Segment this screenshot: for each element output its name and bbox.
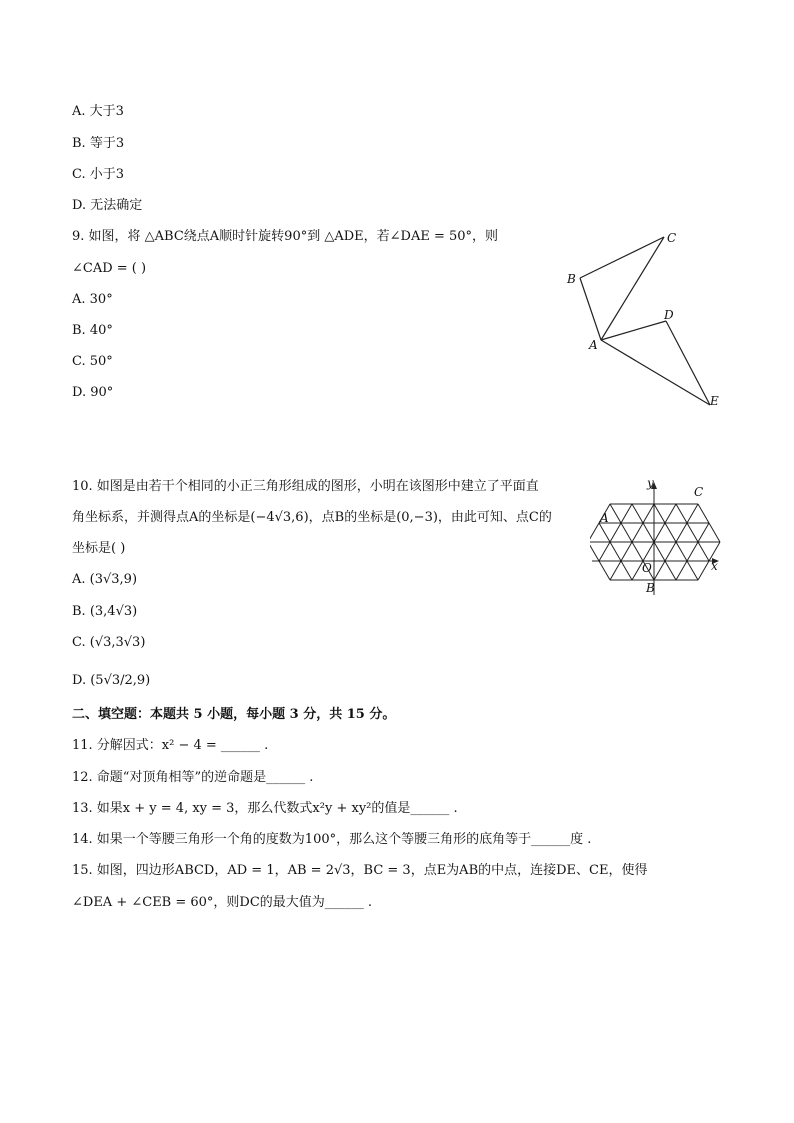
grid-line <box>687 542 698 561</box>
q11: 11. 分解因式：x² − 4 = ______ . <box>72 738 269 753</box>
q15-line2: ∠DEA + ∠CEB = 60°，则DC的最大值为______ . <box>72 895 373 910</box>
q13: 13. 如果x + y = 4, xy = 3，那么代数式x²y + xy²的值是______ . <box>72 801 458 816</box>
grid-line <box>698 523 709 542</box>
grid-line <box>687 504 698 523</box>
grid-line <box>599 561 610 580</box>
grid-line <box>665 561 676 580</box>
grid-line <box>621 523 632 542</box>
q9-stem-line2: ∠CAD = ( ) <box>72 261 147 276</box>
q10-label-c: C <box>694 485 704 499</box>
grid-line <box>621 504 632 523</box>
q10-option-a: A. (3√3,9) <box>72 572 138 587</box>
q8-option-d: D. 无法确定 <box>72 198 143 213</box>
grid-line <box>632 504 643 523</box>
q10-option-b: B. (3,4√3) <box>72 604 138 619</box>
q10-label-a: A <box>600 511 609 525</box>
grid-line <box>676 504 687 523</box>
grid-line <box>665 523 676 542</box>
grid-line <box>654 561 665 580</box>
grid-line <box>643 523 654 542</box>
q9-label-d: D <box>664 308 674 322</box>
grid-line <box>687 561 698 580</box>
grid-line <box>610 523 621 542</box>
q10-option-d: D. (5√3/2,9) <box>72 673 151 688</box>
q9-option-d: D. 90° <box>72 385 114 400</box>
q10-stem-line2: 角坐标系，并测得点A的坐标是(−4√3,6)，点B的坐标是(0,−3)，由此可知、点C的 <box>72 510 552 525</box>
q9-segment-ab <box>580 278 601 340</box>
q12: 12. 命题“对顶角相等”的逆命题是______ . <box>72 770 314 785</box>
grid-line <box>643 542 654 561</box>
q15-line1: 15. 如图，四边形ABCD，AD = 1，AB = 2√3，BC = 3，点E为AB的中点，连接DE、CE，使得 <box>72 863 648 878</box>
grid-line <box>610 561 621 580</box>
q8-option-b: B. 等于3 <box>72 136 125 151</box>
grid-line <box>676 523 687 542</box>
section2-title: 二、填空题：本题共 5 小题，每小题 3 分，共 15 分。 <box>72 707 396 722</box>
q9-option-b: B. 40° <box>72 323 113 338</box>
grid-line <box>632 523 643 542</box>
grid-line <box>654 542 665 561</box>
q8-option-c: C. 小于3 <box>72 167 125 182</box>
q9-option-c: C. 50° <box>72 354 113 369</box>
q8-option-a: A. 大于3 <box>72 104 124 119</box>
q9-stem-line1: 9. 如图，将 △ABC绕点A顺时针旋转90°到 △ADE，若∠DAE = 50°，则 <box>72 229 499 244</box>
grid-line <box>590 523 599 542</box>
grid-line <box>590 542 599 561</box>
q9-label-a: A <box>589 338 598 352</box>
grid-line <box>665 542 676 561</box>
grid-line <box>632 542 643 561</box>
q10-label-o: O <box>642 561 652 575</box>
grid-line <box>665 504 676 523</box>
grid-line <box>698 504 709 523</box>
q14: 14. 如果一个等腰三角形一个角的度数为100°，那么这个等腰三角形的底角等于______度 . <box>72 832 592 847</box>
grid-line <box>643 504 654 523</box>
q10-triangle-grid-figure <box>590 475 730 600</box>
grid-line <box>709 523 720 542</box>
q9-label-e: E <box>710 394 719 408</box>
q9-label-b: B <box>567 272 576 286</box>
q10-stem-line3: 坐标是( ) <box>72 541 126 556</box>
q10-stem-line1: 10. 如图是由若干个相同的小正三角形组成的图形，小明在该图形中建立了平面直 <box>72 479 539 494</box>
q10-label-x: x <box>711 559 718 573</box>
q10-label-b: B <box>646 581 655 595</box>
grid-line <box>654 504 665 523</box>
grid-line <box>599 523 610 542</box>
grid-line <box>698 542 709 561</box>
grid-line <box>621 561 632 580</box>
q9-option-a: A. 30° <box>72 292 113 307</box>
q10-label-y: y <box>647 476 654 490</box>
grid-line <box>610 504 621 523</box>
grid-line <box>621 542 632 561</box>
q10-option-c: C. (√3,3√3) <box>72 635 146 650</box>
grid-line <box>610 542 621 561</box>
grid-line <box>676 561 687 580</box>
grid-line <box>698 561 709 580</box>
grid-line <box>676 542 687 561</box>
q9-label-c: C <box>667 231 677 245</box>
q9-rotation-figure <box>560 225 730 415</box>
grid-line <box>599 542 610 561</box>
grid-line <box>687 523 698 542</box>
grid-line <box>654 523 665 542</box>
